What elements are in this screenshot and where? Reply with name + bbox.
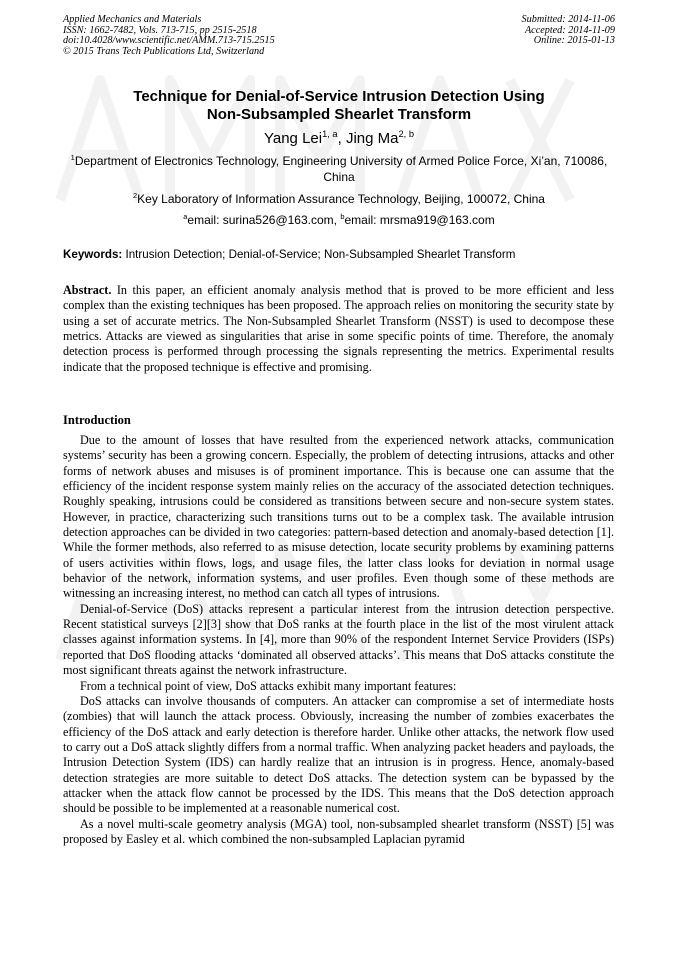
- copyright-line: © 2015 Trans Tech Publications Ltd, Switzerland: [63, 45, 265, 57]
- online-date: Online: 2015-01-13: [533, 35, 615, 47]
- title-line-2: Non-Subsampled Shearlet Transform: [206, 106, 472, 123]
- author-2: Jing Ma: [345, 130, 399, 147]
- email-b-mark: b: [340, 212, 345, 221]
- intro-paragraph: Due to the amount of losses that have resulted from the experienced network attacks, communication systems’ security has been a growing concern. Especially, the problem of detecting intrusions, attacks and other forms of network abuses and misuses is of prominent importance. This is because one can assume that the efficiency of the incident response system mainly relies on the accuracy of the associated detection techniques. Roughly speaking, intrusions could be considered as transitions between secure and non-secure system states. However, in practice, characterizing such transitions turns out to be a complex task. The available intrusion detection approaches can be divided in two categories: pattern-based detection and anomaly-based detection [1]. While the former methods, also referred to as misuse detection, locate security problems by examining patterns of users activities within flows, logs, and usage files, the latter class looks for deviation in normal usage behavior of the network, information systems, and user profiles. Even though some of these methods are witnessing an increasing interest, no method can catch all types of intrusions.: [63, 433, 614, 601]
- email-b: email: mrsma919@163.com: [344, 213, 495, 227]
- intro-paragraph: Denial-of-Service (DoS) attacks represent a particular interest from the intrusion detection perspective. Recent statistical surveys [2][3] show that DoS ranks at the fourth place in the list of the most virulent attack classes against information systems. In [4], more than 90% of the respondent Internet Service Providers (ISPs) reported that DoS flooding attacks ‘dominated all observed attacks’. This means that DoS attacks constitute the most significant threats against the network infrastructure.: [63, 601, 614, 678]
- intro-paragraph: DoS attacks can involve thousands of computers. An attacker can compromise a set of intermediate hosts (zombies) that will launch the attack process. Obviously, increasing the number of zombies exacerbates the efficiency of the DoS attack and early detection is therefore harder. Unlike other attacks, the network flow used to carry out a DoS attack slightly differs from a normal traffic. When analyzing packet headers and payloads, the Intrusion Detection System (IDS) can hardly realize that an intrusion is in progress. Hence, anomaly-based detection strategies are more suitable to detect DoS attacks. The detection system can be bypassed by the attacker when the attack flow cannot be processed by the IDS. This means that the DoS detection approach should be possible to be implemented at a reasonable numerical cost.: [63, 693, 614, 816]
- author-emails: [70, 212, 608, 228]
- affiliation-2-text: Key Laboratory of Information Assurance Technology, Beijing, 100072, China: [137, 192, 545, 206]
- keywords: [63, 248, 616, 261]
- issn-line: ISSN: 1662-7482, Vols. 713-715, pp 2515-2518: [63, 24, 257, 36]
- submitted-date: Submitted: 2014-11-06: [521, 14, 615, 25]
- affiliation-1-text: Department of Electronics Technology, Engineering University of Armed Police Force, Xi’an, 710086, China: [74, 154, 608, 184]
- abstract-label: Abstract.: [63, 283, 112, 297]
- author-1-marks: 1, a: [322, 129, 338, 139]
- keywords-text: Intrusion Detection; Denial-of-Service; Non-Subsampled Shearlet Transform: [122, 248, 516, 261]
- title-line-1: Technique for Denial-of-Service Intrusion Detection Using: [133, 88, 545, 105]
- affiliation-2-mark: 2: [133, 191, 138, 200]
- abstract-text: In this paper, an efficient anomaly analysis method that is proved to be more efficient and less complex than the existing techniques has been proposed. The approach relies on monitoring the security state by using a set of accurate metrics. The Non-Subsampled Shearlet Transform (NSST) is used to decompose these metrics. Attacks are viewed as singularities that arise in some specific points of time. Therefore, the anomaly detection process is performed through processing the signals representing the metrics. Experimental results indicate that the proposed technique is effective and promising.: [63, 283, 614, 374]
- affiliation-1: [70, 153, 608, 185]
- author-separator: ,: [337, 130, 346, 147]
- author-list: [40, 130, 638, 147]
- affiliation-1-mark: 1: [70, 153, 75, 162]
- accepted-date: Accepted: 2014-11-09: [524, 24, 615, 36]
- introduction-body: [63, 433, 614, 847]
- email-a: email: surina526@163.com,: [187, 213, 341, 227]
- author-1: Yang Lei: [263, 130, 323, 147]
- journal-name: Applied Mechanics and Materials: [63, 14, 202, 25]
- abstract: [63, 283, 614, 375]
- journal-info: [63, 15, 275, 57]
- intro-paragraph: From a technical point of view, DoS attacks exhibit many important features:: [80, 678, 457, 693]
- affiliation-2: [70, 191, 608, 207]
- author-2-marks: 2, b: [398, 129, 414, 139]
- email-a-mark: a: [183, 212, 188, 221]
- submission-dates: [522, 15, 615, 47]
- section-heading-introduction: Introduction: [63, 413, 131, 427]
- intro-paragraph: As a novel multi-scale geometry analysis (MGA) tool, non-subsampled shearlet transform (NSST) [5] was proposed by Easley et al. which combined the non-subsampled Laplacian pyramid: [63, 816, 614, 846]
- keywords-label: Keywords:: [63, 248, 123, 261]
- paper-title: [40, 88, 638, 124]
- doi-line: doi:10.4028/www.scientific.net/AMM.713-715.2515: [63, 35, 275, 47]
